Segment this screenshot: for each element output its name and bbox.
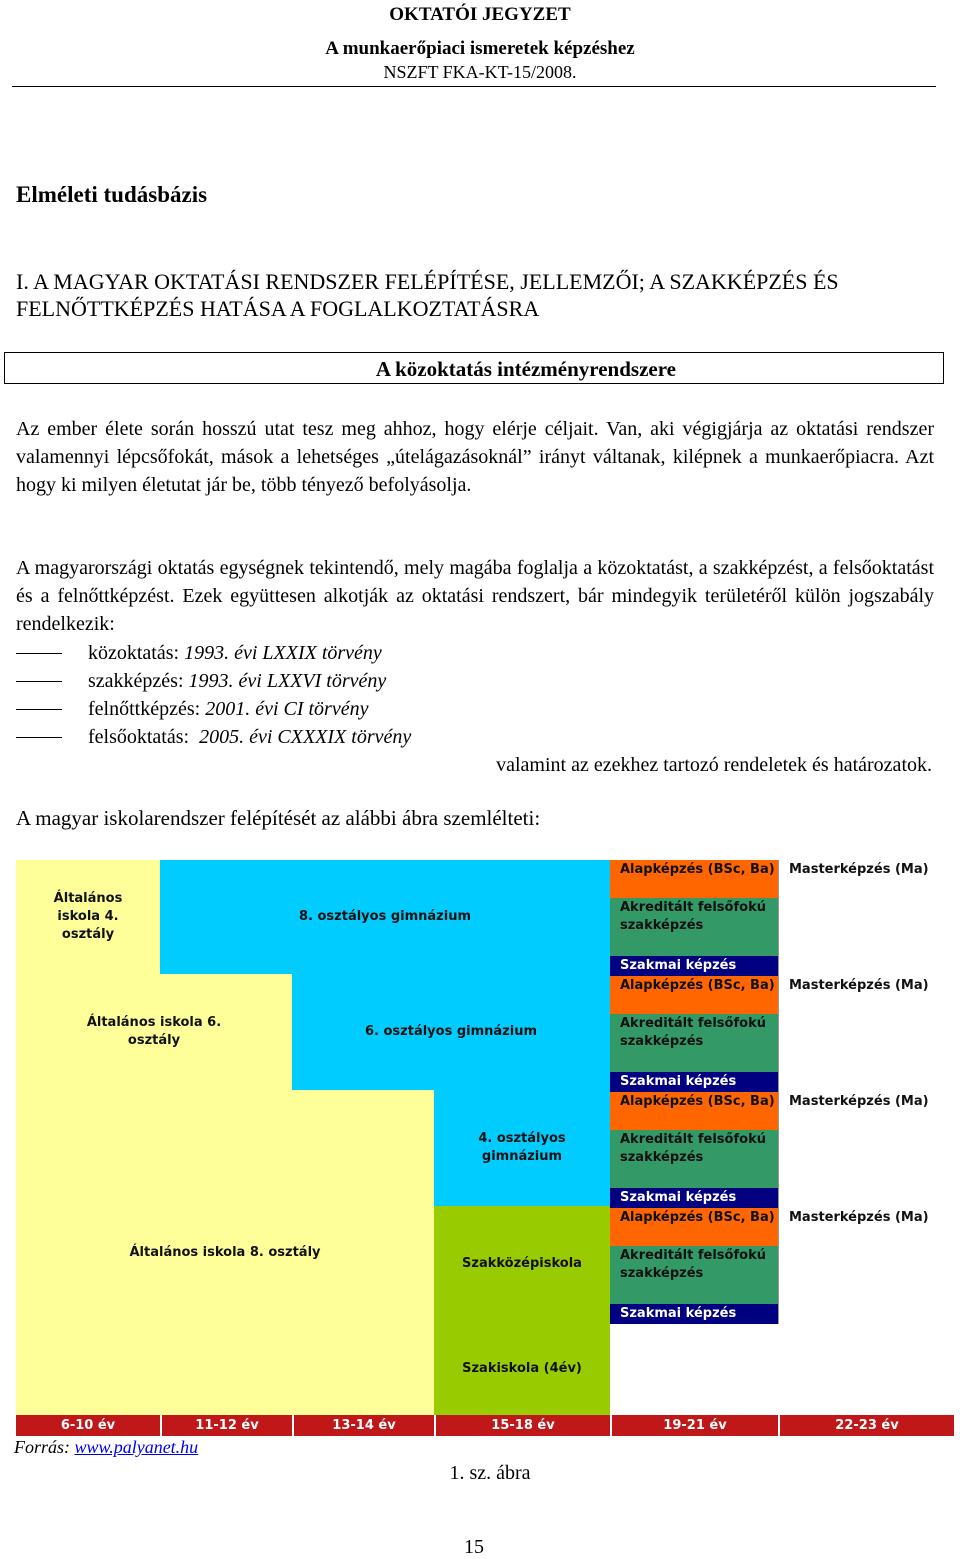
cell-masterkepzes: Masterképzés (Ma) xyxy=(778,860,954,976)
source-label: Forrás: xyxy=(14,1437,75,1457)
header-title: OKTATÓI JEGYZET xyxy=(389,4,571,25)
age-label: 15-18 év xyxy=(436,1415,610,1436)
dash-bullet xyxy=(16,737,62,738)
law-name: 2005. évi CXXXIX törvény xyxy=(199,726,412,748)
age-label: 22-23 év xyxy=(780,1415,954,1436)
subheading: A közoktatás intézményrendszere xyxy=(375,357,676,381)
cell-akkreditalt: Akreditált felsőfokú szakképzés xyxy=(610,1246,778,1304)
cell-label: 6. osztályos gimnázium xyxy=(364,1024,537,1039)
cell-szakiskola xyxy=(434,1322,610,1415)
law-area: szakképzés: xyxy=(88,670,189,692)
cell-label: Általános iskola 4. osztály xyxy=(53,891,123,942)
cell-masterkepzes: Masterképzés (Ma) xyxy=(778,1208,954,1324)
cell-altalanos-4 xyxy=(16,860,160,974)
cell-alapkepzes: Alapképzés (BSc, Ba) xyxy=(610,976,778,1014)
age-label: 11-12 év xyxy=(162,1415,292,1436)
cell-label: 8. osztályos gimnázium xyxy=(298,909,471,924)
source-line xyxy=(14,1437,198,1458)
laws-trailer: valamint az ezekhez tartozó rendeletek és határozatok. xyxy=(496,754,932,776)
cell-label: Általános iskola 8. osztály xyxy=(129,1244,321,1260)
source-link[interactable]: www.palyanet.hu xyxy=(74,1437,199,1457)
cell-szakmai-kepzes: Szakmai képzés xyxy=(610,1304,778,1324)
header-divider xyxy=(12,86,936,87)
diagram-intro: A magyar iskolarendszer felépítését az alábbi ábra szemlélteti: xyxy=(16,806,541,830)
cell-gimnazium-8 xyxy=(160,860,610,974)
cell-szakmai-kepzes: Szakmai képzés xyxy=(610,1188,778,1208)
law-name: 1993. évi LXXIX törvény xyxy=(184,642,382,664)
dash-bullet xyxy=(16,709,62,710)
cell-szakmai-kepzes: Szakmai képzés xyxy=(610,956,778,976)
cell-label: Szakiskola (4év) xyxy=(462,1360,582,1376)
page-number: 15 xyxy=(464,1536,484,1558)
law-area: közoktatás: xyxy=(88,642,185,664)
cell-masterkepzes: Masterképzés (Ma) xyxy=(778,976,954,1092)
cell-akkreditalt: Akreditált felsőfokú szakképzés xyxy=(610,898,778,956)
cell-szakmai-kepzes: Szakmai képzés xyxy=(610,1072,778,1092)
law-area: felnőttképzés: xyxy=(88,698,206,720)
cell-label: Általános iskola 6. osztály xyxy=(86,1015,222,1048)
cell-akkreditalt: Akreditált felsőfokú szakképzés xyxy=(610,1014,778,1072)
cell-akkreditalt: Akreditált felsőfokú szakképzés xyxy=(610,1130,778,1188)
paragraph-1: Az ember élete során hosszú utat tesz meg ahhoz, hogy elérje céljait. Van, aki végigjárja az oktatási rendszer valamennyi lépcsőfokát, mások a lehetséges „útelágazásoknál” irányt váltanak, kilépnek a munkaerőpiacra. Azt hogy ki milyen életutat jár be, több tényező befolyásolja. xyxy=(16,418,934,496)
dash-bullet xyxy=(16,653,62,654)
cell-alapkepzes: Alapképzés (BSc, Ba) xyxy=(610,1092,778,1130)
cell-altalanos-8 xyxy=(16,1090,434,1415)
cell-gimnazium-4 xyxy=(434,1090,610,1206)
subheading-box xyxy=(4,352,944,384)
age-label: 19-21 év xyxy=(612,1415,778,1436)
cell-gimnazium-6 xyxy=(292,974,610,1090)
cell-alapkepzes: Alapképzés (BSc, Ba) xyxy=(610,860,778,898)
cell-alapkepzes: Alapképzés (BSc, Ba) xyxy=(610,1208,778,1246)
header-subtitle: A munkaerőpiaci ismeretek képzéshez xyxy=(325,38,635,59)
age-label: 13-14 év xyxy=(294,1415,434,1436)
school-system-diagram xyxy=(16,860,954,1436)
chapter-title: I. A MAGYAR OKTATÁSI RENDSZER FELÉPÍTÉSE, JELLEMZŐI; A SZAKKÉPZÉS ÉS FELNŐTTKÉPZÉS HATÁSA A FOGLALKOZTATÁSRA xyxy=(16,269,839,321)
law-name: 1993. évi LXXVI törvény xyxy=(188,670,387,692)
cell-label: 4. osztályos gimnázium xyxy=(478,1131,566,1164)
cell-masterkepzes: Masterképzés (Ma) xyxy=(778,1092,954,1208)
paragraph-2: A magyarországi oktatás egységnek tekintendő, mely magába foglalja a közoktatást, a szakképzést, a felsőoktatást és a felnőttképzést. Ezek együttesen alkotják az oktatási rendszert, bár mindegyik területéről külön jogszabály rendelkezik: xyxy=(16,557,934,635)
cell-altalanos-6 xyxy=(16,974,292,1090)
dash-bullet xyxy=(16,681,62,682)
law-name: 2001. évi CI törvény xyxy=(205,698,369,720)
cell-szakkozepiskola xyxy=(434,1206,610,1322)
figure-caption: 1. sz. ábra xyxy=(449,1462,531,1484)
age-label: 6-10 év xyxy=(16,1415,160,1436)
section-title: Elméleti tudásbázis xyxy=(16,182,208,207)
cell-label: Szakközépiskola xyxy=(462,1256,582,1271)
header-code: NSZFT FKA-KT-15/2008. xyxy=(383,62,577,82)
law-area: felsőoktatás: xyxy=(88,726,200,748)
